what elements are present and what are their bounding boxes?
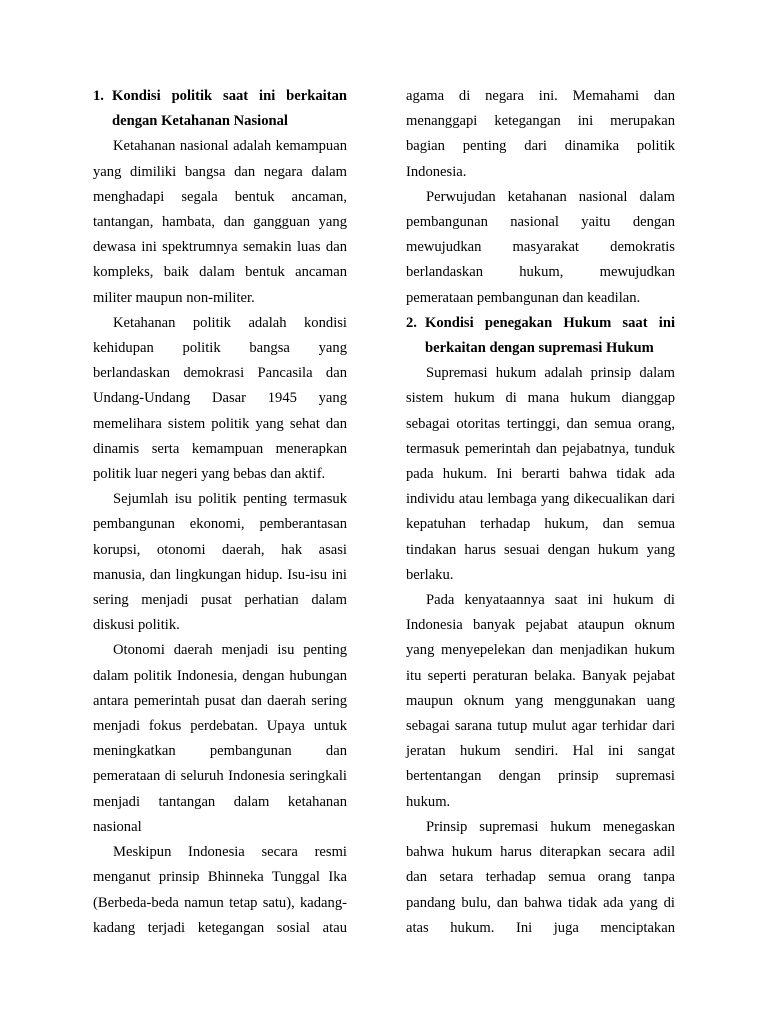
heading-line-2: berkaitan dengan supremasi Hukum [425, 340, 654, 357]
paragraph: Meskipun Indonesia secara resmi menganut prinsip Bhinneka Tunggal Ika (Berbeda-beda namun tetap satu), kadang-kadang terjadi ketegangan sosial atau [93, 844, 347, 936]
paragraph: Pada kenyataannya saat ini hukum di Indonesia banyak pejabat ataupun oknum yang menyepelekan dan menjadikan hukum itu seperti peraturan belaka. Banyak pejabat maupun oknum yang menggunakan uang sebagai sarana tutup mulut agar terhidar dari jeratan hukum sendiri. Hal ini sangat bertentangan dengan prinsip supremasi hukum. [406, 592, 675, 810]
right-column [406, 84, 675, 941]
paragraph-continuation: agama di negara ini. Memahami dan menanggapi ketegangan ini merupakan bagian penting dari dinamika politik Indonesia. [406, 88, 675, 180]
paragraph: Sejumlah isu politik penting termasuk pembangunan ekonomi, pemberantasan korupsi, otonomi daerah, hak asasi manusia, dan lingkungan hidup. Isu-isu ini sering menjadi pusat perhatian dalam diskusi politik. [93, 491, 347, 634]
heading-number: 2. [406, 314, 417, 331]
paragraph: Perwujudan ketahanan nasional dalam pembangunan nasional yaitu dengan mewujudkan masyarakat demokratis berlandaskan hukum, mewujudkan pemerataan pembangunan dan keadilan. [406, 188, 675, 306]
section-heading-1 [93, 84, 347, 134]
paragraph: Supremasi hukum adalah prinsip dalam sistem hukum di mana hukum dianggap sebagai otoritas tertinggi, dan semua orang, termasuk pemerintah dan pejabatnya, tunduk pada hukum. Ini berarti bahwa tidak ada individu atau lembaga yang dikecualikan dari kepatuhan terhadap hukum, dan semua tindakan harus sesuai dengan hukum yang berlaku. [406, 365, 675, 583]
left-column [93, 84, 347, 941]
heading-line-1: Kondisi politik saat ini berkaitan [112, 88, 347, 104]
heading-number: 1. [93, 88, 104, 104]
heading-line-2: dengan Ketahanan Nasional [112, 113, 288, 130]
heading-line-1: Kondisi penegakan Hukum saat ini [425, 314, 675, 331]
paragraph: Ketahanan politik adalah kondisi kehidupan politik bangsa yang berlandaskan demokrasi Pancasila dan Undang-Undang Dasar 1945 yang memelihara sistem politik yang sehat dan dinamis serta kemampuan menerapkan politik luar negeri yang bebas dan aktif. [93, 314, 347, 483]
paragraph: Otonomi daerah menjadi isu penting dalam politik Indonesia, dengan hubungan antara pemerintah pusat dan daerah sering menjadi fokus perdebatan. Upaya untuk meningkatkan pembangunan dan pemerataan di seluruh Indonesia seringkali menjadi tantangan dalam ketahanan nasional [93, 642, 347, 835]
paragraph: Prinsip supremasi hukum menegaskan bahwa hukum harus diterapkan secara adil dan setara terhadap semua orang tanpa pandang bulu, dan bahwa tidak ada yang di atas hukum. Ini juga menciptakan [406, 818, 675, 936]
section-heading-2 [406, 311, 675, 361]
paragraph: Ketahanan nasional adalah kemampuan yang dimiliki bangsa dan negara dalam menghadapi segala bentuk ancaman, tantangan, hambata, dan gangguan yang dewasa ini spektrumnya semakin luas dan kompleks, baik dalam bentuk ancaman militer maupun non-militer. [93, 138, 347, 306]
